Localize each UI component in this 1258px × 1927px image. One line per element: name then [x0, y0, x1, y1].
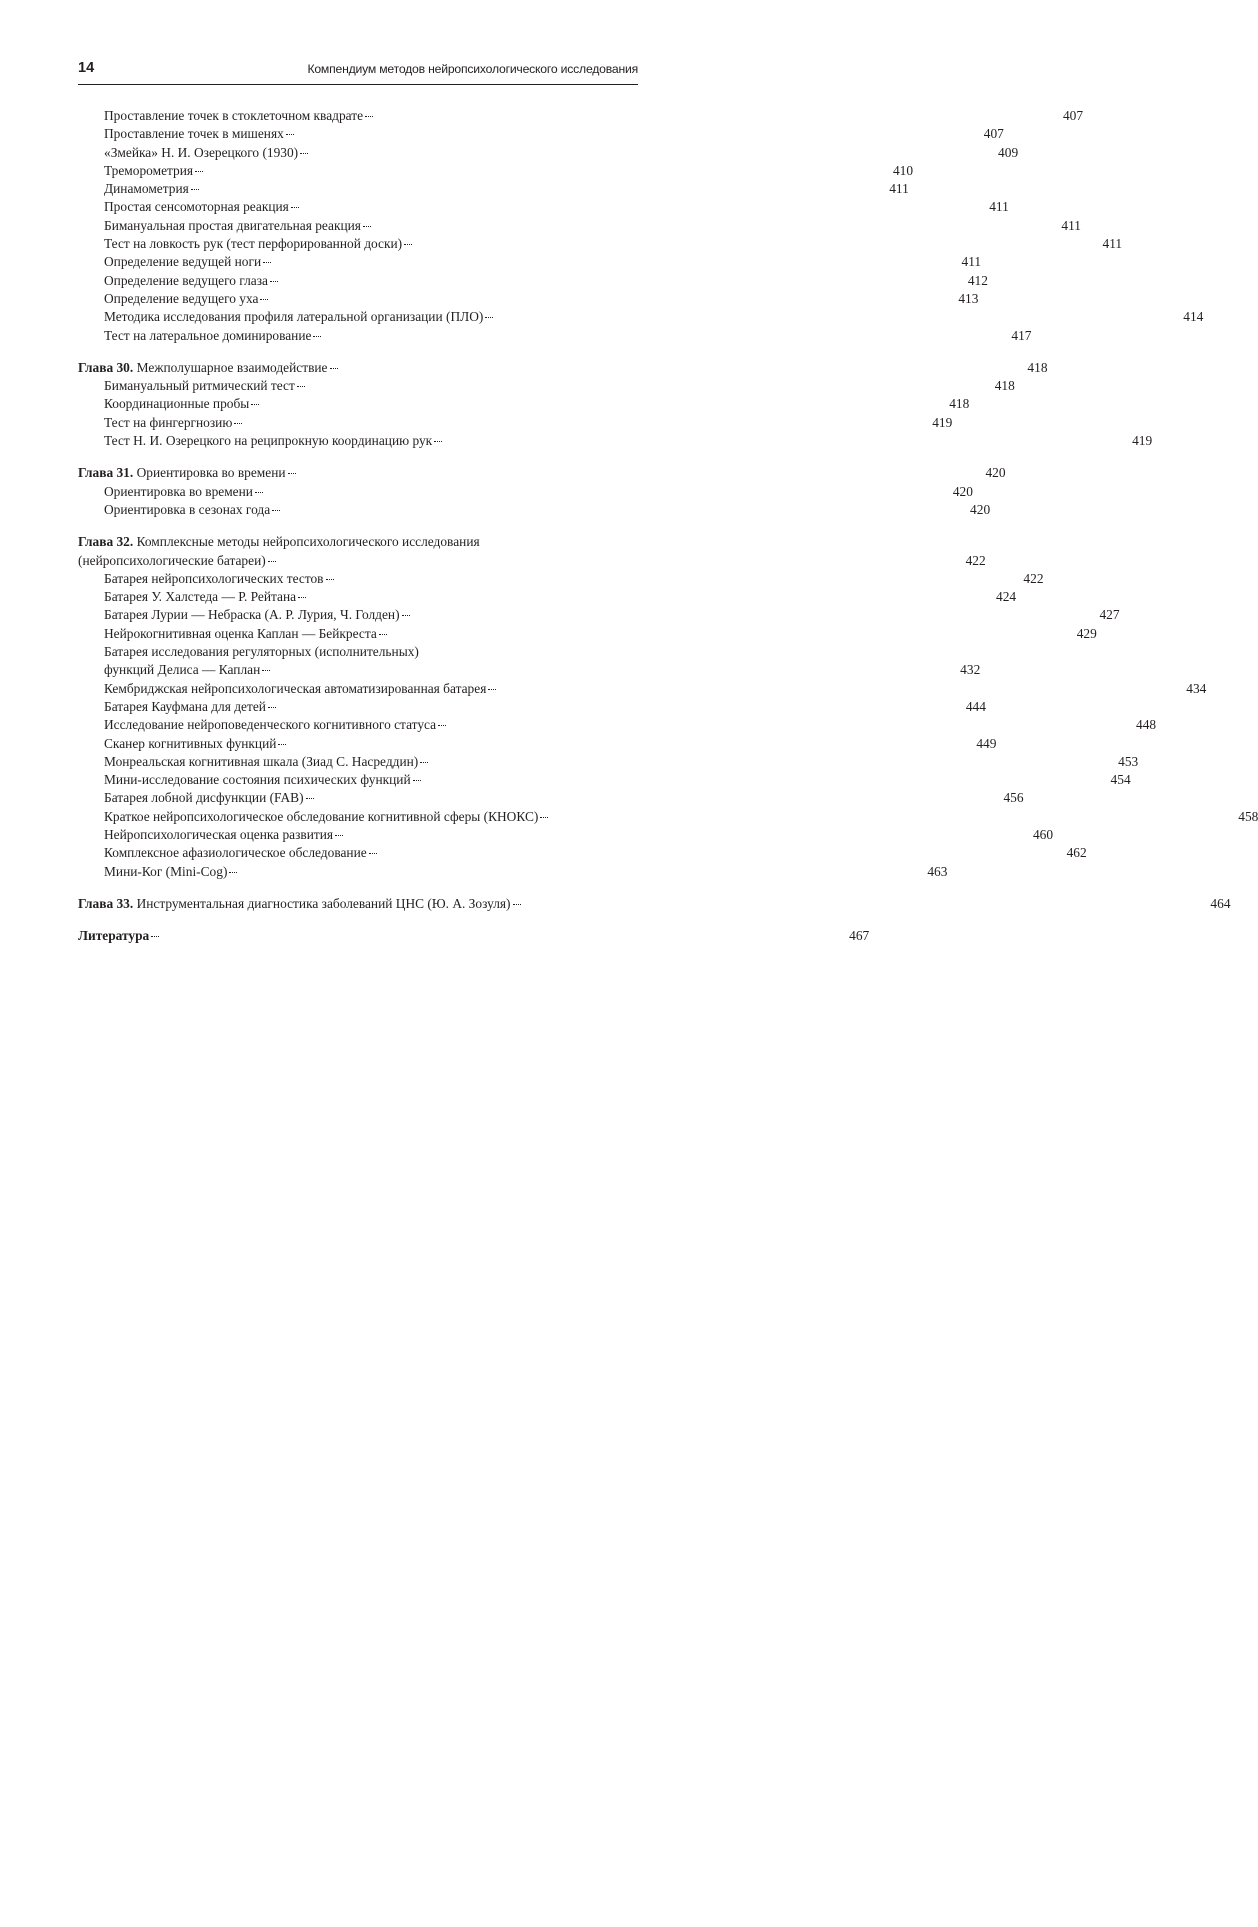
toc-entry[interactable]: Краткое нейропсихологическое обследование когнитивной сферы (КНОКС) 458 [104, 808, 1258, 824]
chapter-title: Межполушарное взаимодействие [136, 359, 328, 375]
toc-entry[interactable]: Координационные пробы 418 [104, 396, 970, 412]
toc-entry[interactable]: Сканер когнитивных функций 449 [104, 735, 997, 751]
toc-group-2 [78, 377, 1153, 450]
toc-entry[interactable]: Простая сенсомоторная реакция 411 [104, 199, 1009, 215]
toc-entry[interactable]: Проставление точек в мишенях 407 [104, 126, 1004, 142]
toc-chapter-31[interactable]: Глава 31. Ориентировка во времени 420 [78, 465, 1006, 481]
toc-entry[interactable]: Методика исследования профиля латеральной организации (ПЛО) 414 [104, 309, 1204, 325]
toc-entry[interactable]: Нейрокогнитивная оценка Каплан — Бейкреста 429 [104, 625, 1097, 641]
toc-entry[interactable]: Тест на латеральное доминирование 417 [104, 327, 1032, 343]
chapter-title: Комплексные методы нейропсихологического исследования [136, 534, 480, 550]
table-of-contents [78, 107, 1258, 945]
toc-entry[interactable]: Тест Н. И. Озерецкого на реципрокную координацию рук 419 [104, 433, 1153, 449]
toc-entry[interactable]: Кембриджская нейропсихологическая автоматизированная батарея 434 [104, 680, 1207, 696]
toc-entry[interactable]: Ориентировка во времени 420 [104, 483, 973, 499]
running-title: Компендиум методов нейропсихологического исследования [307, 62, 638, 76]
chapter-label: Глава 33. [78, 895, 134, 911]
toc-entry[interactable]: Определение ведущей ноги 411 [104, 254, 982, 270]
chapter-title: Инструментальная диагностика заболеваний ЦНС (Ю. А. Зозуля) [136, 895, 511, 911]
toc-entry-delis-line1[interactable]: Батарея исследования регуляторных (исполнительных) [104, 644, 419, 660]
toc-entry[interactable]: Батарея Лурии — Небраска (А. Р. Лурия, Ч. Голден) 427 [104, 607, 1120, 623]
toc-group-1 [78, 107, 1204, 345]
toc-chapter-33[interactable]: Глава 33. Инструментальная диагностика заболеваний ЦНС (Ю. А. Зозуля) 464 [78, 895, 1231, 911]
chapter-label: Глава 32. [78, 534, 134, 550]
toc-entry[interactable]: Батарея Кауфмана для детей 444 [104, 698, 986, 714]
toc-entry[interactable]: Батарея лобной дисфункции (FAB) 456 [104, 790, 1024, 806]
toc-chapter-32-line2[interactable]: (нейропсихологические батареи) 422 [78, 552, 986, 568]
toc-entry[interactable]: Проставление точек в стоклеточном квадрате 407 [104, 108, 1084, 123]
toc-entry[interactable]: Мини-исследование состояния психических функций 454 [104, 772, 1131, 788]
toc-entry[interactable]: Бимануальный ритмический тест 418 [104, 378, 1015, 394]
chapter-label: Глава 31. [78, 465, 134, 481]
toc-group-3 [78, 483, 991, 520]
toc-entry[interactable]: Определение ведущего уха 413 [104, 290, 979, 306]
toc-group-4 [78, 570, 1258, 881]
toc-entry[interactable]: Определение ведущего глаза 412 [104, 272, 988, 288]
toc-entry[interactable]: Комплексное афазиологическое обследование 462 [104, 845, 1087, 861]
page-header [78, 58, 638, 85]
toc-entry[interactable]: «Змейка» Н. И. Озерецкого (1930) 409 [104, 144, 1019, 160]
page-number: 14 [78, 60, 95, 76]
chapter-title: Ориентировка во времени [136, 465, 286, 481]
toc-entry[interactable]: Мини-Ког (Mini-Cog) 463 [104, 863, 948, 879]
toc-entry[interactable]: Бимануальная простая двигательная реакция 411 [104, 217, 1081, 233]
chapter-label: Глава 30. [78, 359, 134, 375]
toc-literature[interactable]: Литература 467 [78, 928, 870, 944]
toc-entry[interactable]: Динамометрия 411 [104, 181, 909, 197]
toc-entry[interactable]: Монреальская когнитивная шкала (Зиад С. Насреддин) 453 [104, 753, 1139, 769]
toc-entry[interactable]: Батарея У. Халстеда — Р. Рейтана 424 [104, 589, 1017, 605]
toc-entry[interactable]: Треморометрия 410 [104, 162, 914, 178]
toc-entry[interactable]: Тест на ловкость рук (тест перфорированной доски) 411 [104, 236, 1123, 252]
toc-entry-delis-line2[interactable]: функций Делиса — Каплан 432 [104, 662, 981, 678]
toc-entry[interactable]: Батарея нейропсихологических тестов 422 [104, 570, 1044, 586]
toc-entry[interactable]: Тест на фингергнозию 419 [104, 414, 953, 430]
toc-entry[interactable]: Нейропсихологическая оценка развития 460 [104, 826, 1054, 842]
toc-chapter-30[interactable]: Глава 30. Межполушарное взаимодействие 418 [78, 359, 1048, 375]
toc-entry[interactable]: Ориентировка в сезонах года 420 [104, 501, 991, 517]
toc-entry[interactable]: Исследование нейроповеденческого когнитивного статуса 448 [104, 717, 1157, 733]
